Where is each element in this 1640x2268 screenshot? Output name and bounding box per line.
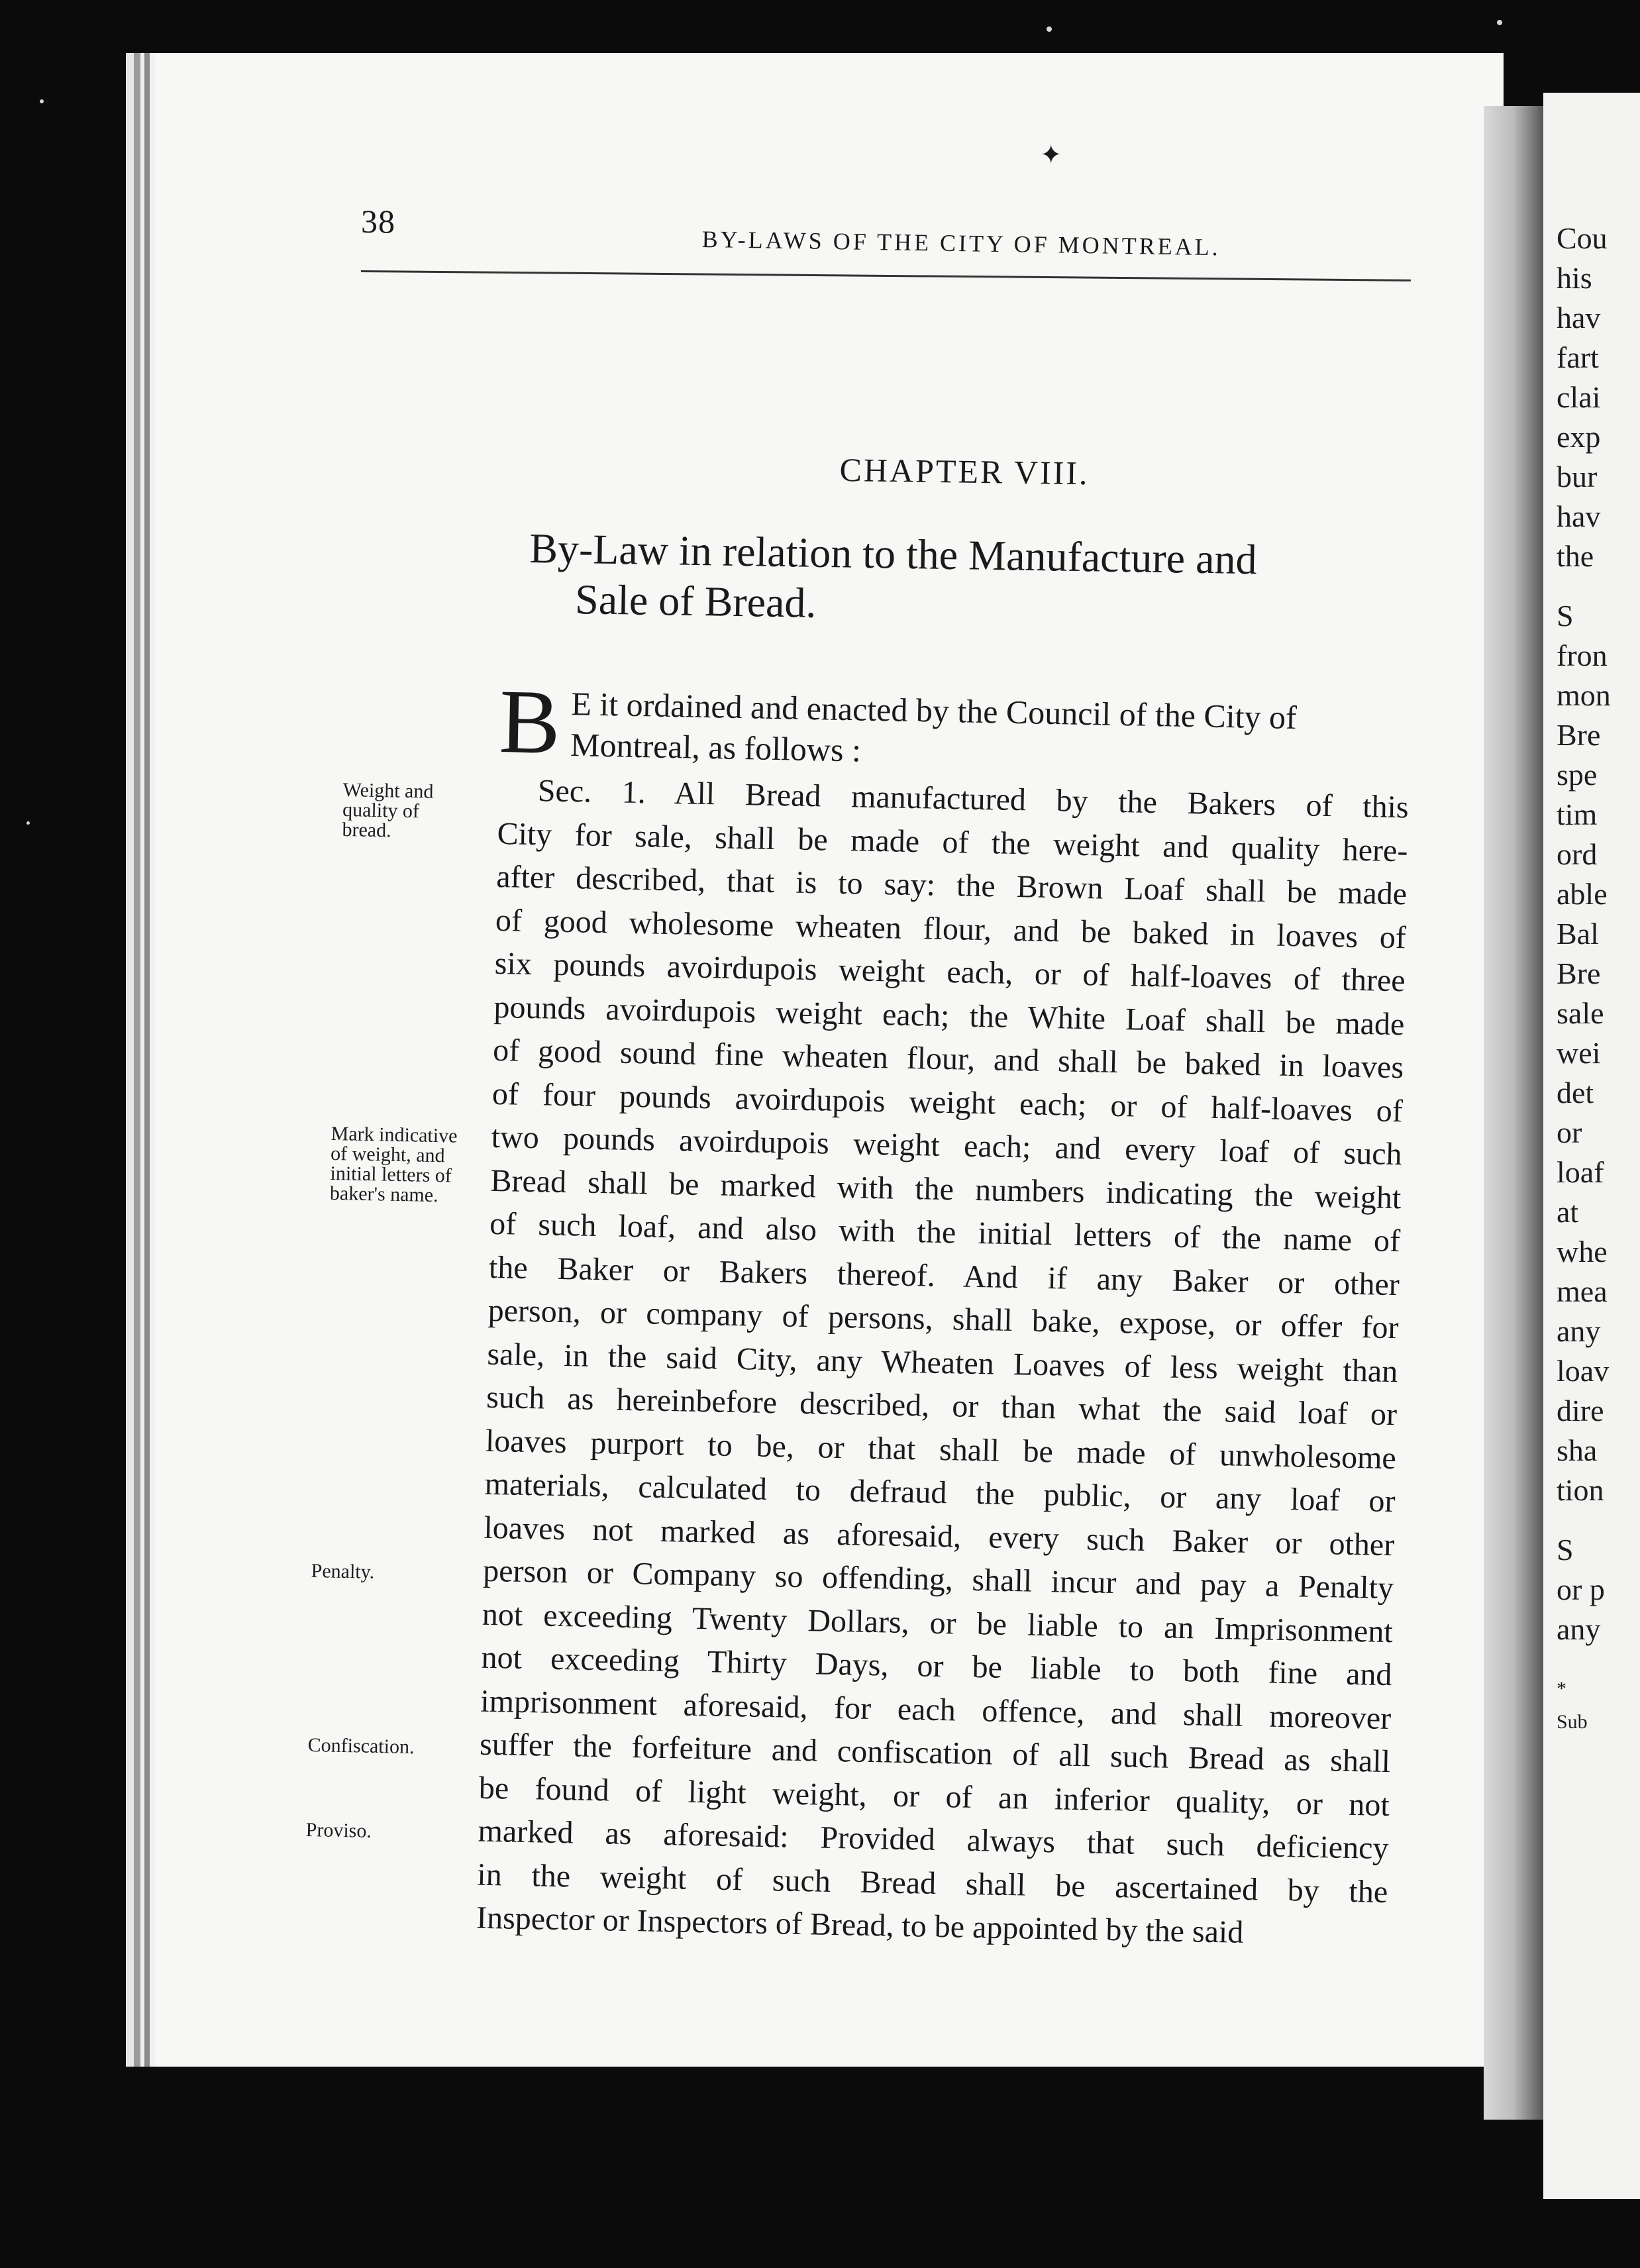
enactment-line: E it ordained and enacted by the Council of the City of [570, 685, 1298, 737]
page-number: 38 [361, 203, 395, 240]
facing-page-fragment: wei [1557, 1036, 1601, 1070]
text-line: after described, that is to say: the Brown Loaf shall be made [495, 858, 1408, 912]
text-line: materials, calculated to defraud the public, or any loaf or [484, 1466, 1396, 1520]
text-line: of such loaf, and also with the initial letters of the name of [489, 1206, 1401, 1259]
bylaw-title-line: By-Law in relation to the Manufacture and [529, 524, 1258, 584]
text-line: such as hereinbefore described, or than what the said loaf or [486, 1379, 1398, 1433]
text-line: be found of light weight, or of an inferior quality, or not [478, 1770, 1390, 1823]
enactment-line: Montreal, as follows : [570, 726, 862, 769]
facing-page-fragment: sha [1557, 1433, 1598, 1467]
facing-page-fragment: S [1557, 1533, 1574, 1567]
facing-page-fragment: bur [1557, 460, 1598, 493]
facing-page-fragment: Bre [1557, 956, 1601, 990]
facing-page-fragment: hav [1557, 301, 1601, 335]
margin-note-mark-indicative [330, 1124, 503, 1207]
text-line: loaves purport to be, or that shall be made of unwholesome [485, 1423, 1397, 1476]
text-line: person, or company of persons, shall bake, expose, or offer for [487, 1292, 1400, 1346]
text-line: of four pounds avoirdupois weight each; or of half-loaves of [491, 1076, 1404, 1129]
facing-page-fragment: clai [1557, 380, 1601, 414]
text-line: of good wholesome wheaten flour, and be baked in loaves of [495, 902, 1407, 955]
text-line: six pounds avoirdupois weight each, or of half-loaves of three [494, 945, 1406, 999]
facing-page-fragment: at [1557, 1195, 1579, 1229]
text-line: Bread shall be marked with the numbers indicating the weight [490, 1162, 1402, 1215]
facing-page-fragment: sale [1557, 996, 1604, 1030]
text-line: City for sale, shall be made of the weight and quality here- [497, 815, 1408, 868]
text-line: two pounds avoirdupois weight each; and every loaf of such [491, 1119, 1403, 1172]
facing-page-fragment: fart [1557, 340, 1599, 374]
facing-page-fragment: loav [1557, 1354, 1610, 1388]
text-line: not exceeding Thirty Days, or be liable to both fine and [481, 1639, 1392, 1693]
facing-page-fragment: fron [1557, 639, 1608, 672]
text-line: suffer the forfeiture and confiscation of all such Bread as shall [479, 1726, 1391, 1780]
text-line: the Baker or Bakers thereof. And if any Baker or other [488, 1249, 1400, 1302]
facing-page-fragment: spe [1557, 758, 1598, 792]
facing-page-fragment: Bal [1557, 917, 1599, 951]
chapter-title: CHAPTER VIII. [839, 450, 1090, 492]
margin-note-weight-quality [342, 780, 482, 843]
margin-note-penalty: Penalty. [311, 1560, 375, 1583]
facing-page-fragment: * [1557, 1678, 1566, 1700]
facing-page-fragment: det [1557, 1076, 1594, 1109]
facing-page-fragment: mea [1557, 1274, 1608, 1308]
scan-speck [26, 821, 30, 825]
text-line: person or Company so offending, shall incur and pay a Penalty [482, 1553, 1394, 1606]
text-line: Sec. 1. All Bread manufactured by the Bakers of this [537, 773, 1409, 825]
text-line: pounds avoirdupois weight each; the White Loaf shall be made [493, 989, 1405, 1042]
facing-page-fragment: the [1557, 539, 1594, 573]
scan-speck [1497, 20, 1502, 25]
facing-page-fragment: Bre [1557, 718, 1601, 752]
scan-speck [1047, 26, 1052, 32]
facing-page-fragment: or p [1557, 1572, 1605, 1606]
margin-note-line: baker's name. [329, 1182, 438, 1207]
body-text [476, 670, 1411, 1957]
facing-page-fragment: ord [1557, 837, 1598, 871]
facing-page-fragment: hav [1557, 499, 1601, 533]
facing-page-fragment: whe [1557, 1235, 1608, 1268]
text-line: loaves not marked as aforesaid, every such Baker or other [483, 1510, 1395, 1563]
section-text [476, 768, 1409, 1957]
facing-page-fragment: exp [1557, 420, 1601, 454]
text-line: in the weight of such Bread shall be ascertained by the [476, 1857, 1388, 1910]
printer-ornament: ✦ [1040, 140, 1062, 170]
facing-page-fragment: tim [1557, 798, 1598, 831]
bylaw-title-line: Sale of Bread. [574, 576, 817, 627]
facing-page-fragment: loaf [1557, 1155, 1604, 1189]
facing-page-fragment: his [1557, 261, 1592, 295]
facing-page-fragment: S [1557, 599, 1574, 633]
margin-note-line: of weight, and [330, 1142, 445, 1167]
text-line: sale, in the said City, any Wheaten Loaves of less weight than [487, 1336, 1398, 1389]
running-head: BY-LAWS OF THE CITY OF MONTREAL. [701, 225, 1221, 261]
text-line: imprisonment aforesaid, for each offence, and shall moreover [480, 1683, 1392, 1736]
text-line: of good sound fine wheaten flour, and shall be baked in loaves [492, 1032, 1404, 1086]
scan-speck [40, 99, 44, 103]
facing-page-fragment: Sub [1557, 1711, 1588, 1733]
facing-page-fragment: able [1557, 877, 1608, 911]
margin-note-line: bread. [342, 818, 391, 842]
facing-page-fragment: Cou [1557, 221, 1608, 255]
margin-note-line: quality of [342, 798, 420, 823]
facing-page [1543, 93, 1640, 2199]
margin-note-confiscation: Confiscation. [307, 1734, 415, 1759]
facing-page-fragment: any [1557, 1314, 1601, 1348]
facing-page-fragment: or [1557, 1115, 1582, 1149]
enactment-clause [498, 670, 1411, 786]
facing-page-fragment: any [1557, 1612, 1601, 1646]
facing-page-fragment: tion [1557, 1473, 1604, 1507]
margin-note-line: Mark indicative [331, 1123, 458, 1147]
text-line: not exceeding Twenty Dollars, or be liable to an Imprisonment [482, 1596, 1394, 1649]
facing-page-fragment: mon [1557, 678, 1611, 712]
bylaw-title [529, 523, 1424, 638]
margin-note-line: Weight and [342, 779, 434, 803]
facing-page-fragment: dire [1557, 1394, 1604, 1427]
drop-cap: B [498, 670, 562, 773]
text-line: Inspector or Inspectors of Bread, to be appointed by the said [476, 1900, 1244, 1950]
text-line: marked as aforesaid: Provided always that such deficiency [478, 1813, 1389, 1867]
margin-note-line: initial letters of [330, 1162, 452, 1187]
margin-note-proviso: Proviso. [305, 1819, 372, 1842]
